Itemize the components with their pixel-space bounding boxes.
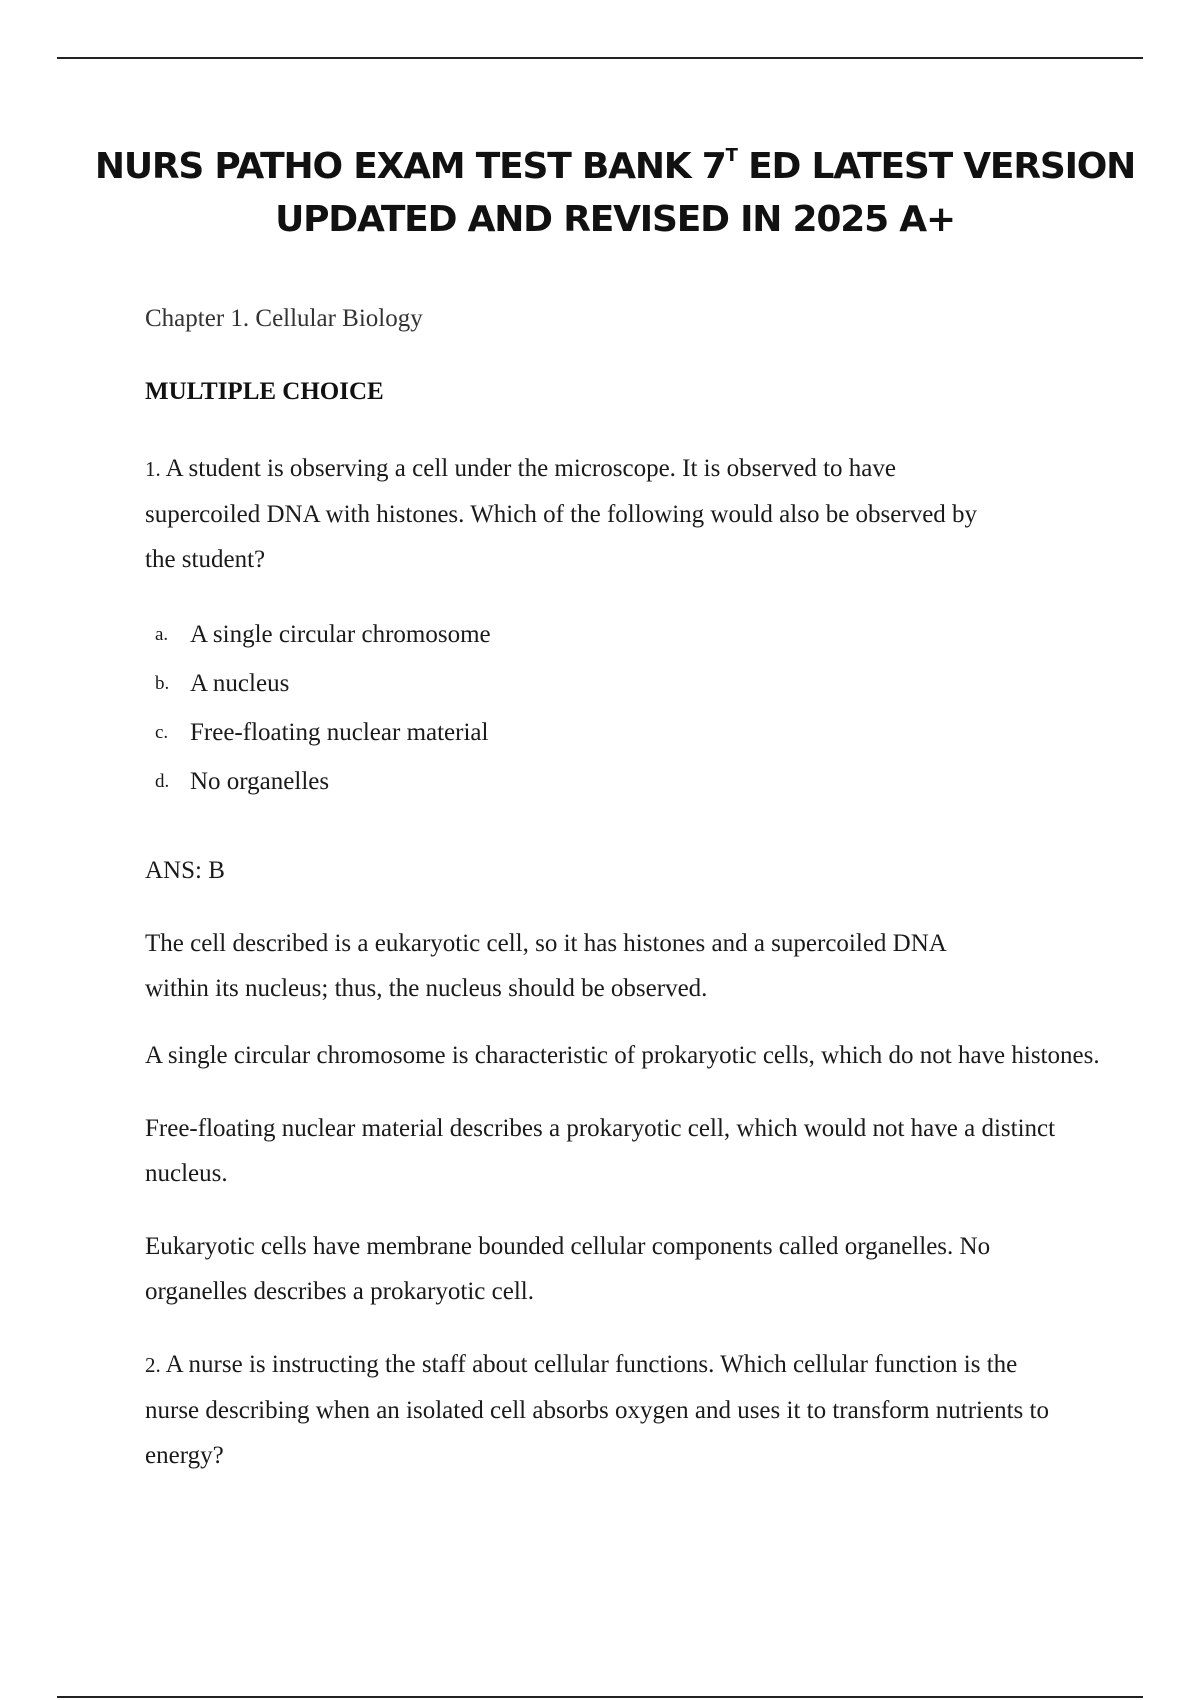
section-heading: MULTIPLE CHOICE xyxy=(145,378,384,405)
option-c xyxy=(145,708,1135,757)
question-text: A student is observing a cell under the microscope. It is observed to have supercoiled DNA with histones. Which of the following would also be observed by the student? xyxy=(145,455,978,573)
option-letter: d. xyxy=(155,771,170,792)
question-2 xyxy=(145,1342,1055,1478)
answer-key: ANS: B xyxy=(145,857,225,884)
explanation-1: The cell described is a eukaryotic cell, so it has histones and a supercoiled DNA within its nucleus; thus, the nucleus should be observed. xyxy=(145,930,946,1002)
option-b xyxy=(145,659,1135,708)
option-text: No organelles xyxy=(190,768,330,795)
option-letter: a. xyxy=(155,624,169,645)
title-part-1: NURS PATHO EXAM TEST BANK 7 xyxy=(94,146,726,187)
answer-options xyxy=(145,610,1135,806)
question-number: 2. xyxy=(145,1353,161,1377)
question-number: 1. xyxy=(145,457,161,481)
document-body xyxy=(145,296,1135,1506)
option-a xyxy=(145,610,1135,659)
title-superscript: T xyxy=(725,145,737,166)
chapter-title: Chapter 1. Cellular Biology xyxy=(145,305,423,332)
explanation-4: Eukaryotic cells have membrane bounded cellular components called organelles. No organelles describes a prokaryotic cell. xyxy=(145,1233,991,1305)
title-part-2: ED LATEST VERSION UPDATED AND REVISED IN 2025 A+ xyxy=(275,146,1136,240)
document-title xyxy=(60,140,1170,246)
option-text: Free-floating nuclear material xyxy=(190,719,489,746)
option-letter: b. xyxy=(155,673,170,694)
option-text: A single circular chromosome xyxy=(190,621,491,648)
top-rule xyxy=(57,57,1143,59)
option-text: A nucleus xyxy=(190,670,290,697)
question-text: A nurse is instructing the staff about cellular functions. Which cellular function is the nurse describing when an isolated cell absorbs oxygen and uses it to transform nutrients to energy? xyxy=(145,1351,1049,1469)
explanation-3: Free-floating nuclear material describes a prokaryotic cell, which would not have a distinct nucleus. xyxy=(145,1115,1056,1187)
option-letter: c. xyxy=(155,722,169,743)
option-d xyxy=(145,757,1135,806)
question-1 xyxy=(145,446,995,582)
bottom-rule xyxy=(57,1696,1143,1698)
explanation-2: A single circular chromosome is characteristic of prokaryotic cells, which do not have histones. xyxy=(145,1042,1100,1069)
